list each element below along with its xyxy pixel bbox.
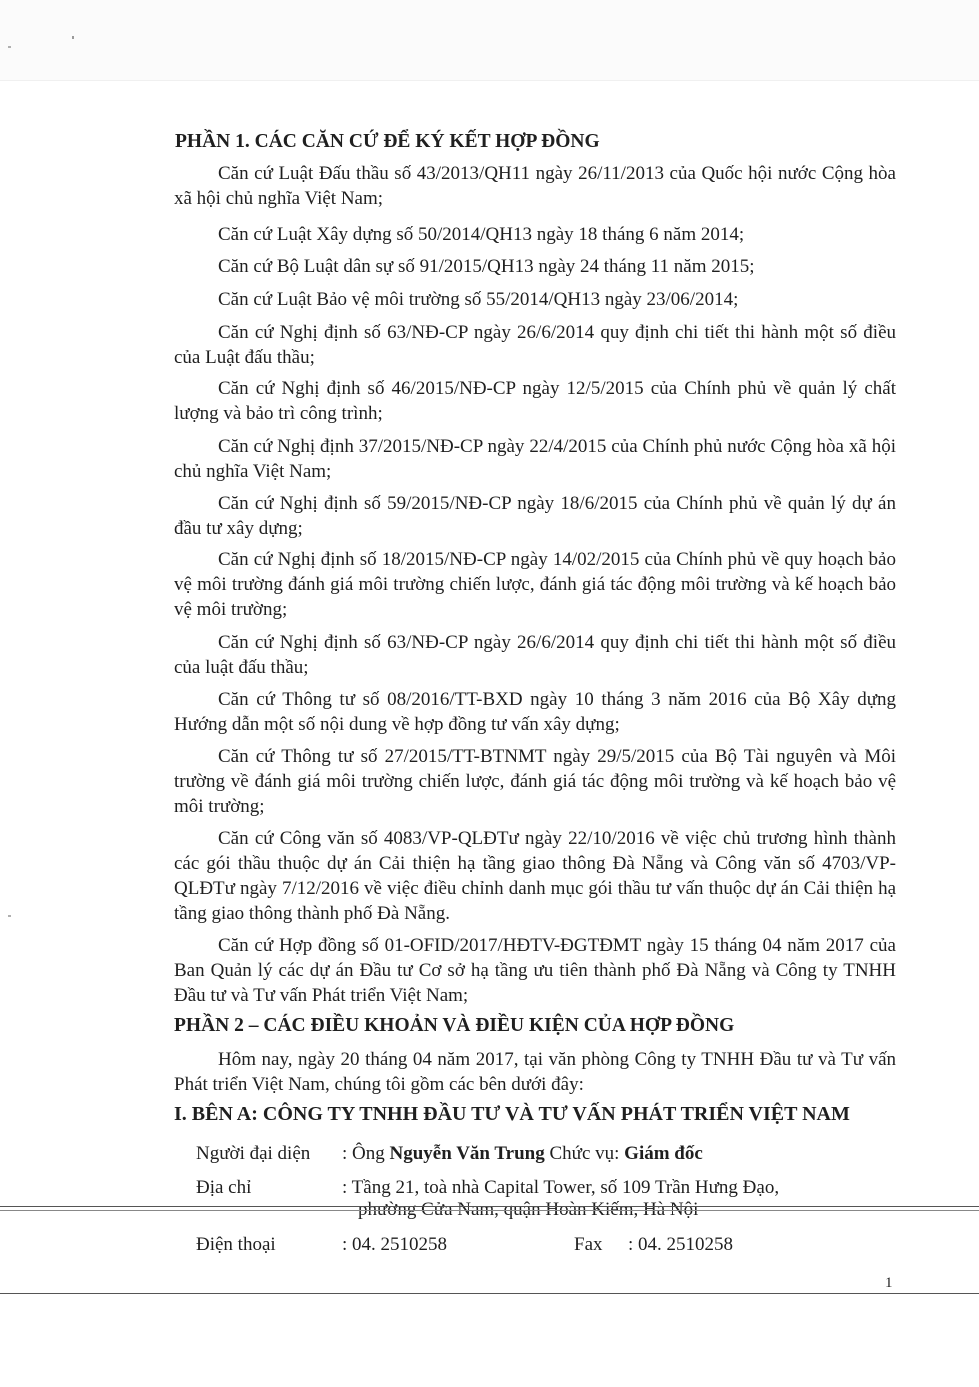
rep-role: Giám đốc [624,1143,703,1164]
clause-paragraph: Căn cứ Nghị định số 46/2015/NĐ-CP ngày 12/5/2015 của Chính phủ về quản lý chất lượng và bảo trì công trình; [174,378,896,424]
clause-paragraph: Căn cứ Thông tư số 08/2016/TT-BXD ngày 10 tháng 3 năm 2016 của Bộ Xây dựng Hướng dẫn một số nội dung về hợp đồng tư vấn xây dựng; [174,689,896,735]
scan-rule [0,1210,979,1211]
clause-paragraph: Căn cứ Nghị định số 59/2015/NĐ-CP ngày 18/6/2015 của Chính phủ về quản lý dự án đầu tư xây dựng; [174,493,896,539]
clause-paragraph: Căn cứ Bộ Luật dân sự số 91/2015/QH13 ngày 24 tháng 11 năm 2015; [218,256,755,277]
clause-paragraph: Căn cứ Hợp đồng số 01-OFID/2017/HĐTV-ĐGTĐMT ngày 15 tháng 04 năm 2017 của Ban Quản lý các dự án Đầu tư Cơ sở hạ tầng ưu tiên thành phố Đà Nẵng và Công ty TNHH Đầu tư và Tư vấn Phát triển Việt Nam; [174,935,896,1006]
clause-paragraph: Căn cứ Thông tư số 27/2015/TT-BTNMT ngày 29/5/2015 của Bộ Tài nguyên và Môi trường về đánh giá môi trường chiến lược, đánh giá tác động môi trường và kế hoạch bảo vệ môi trường; [174,746,896,817]
rep-name: Nguyễn Văn Trung [389,1143,545,1164]
part1-title: PHẦN 1. CÁC CĂN CỨ ĐỂ KÝ KẾT HỢP ĐỒNG [175,131,600,152]
footer-rule [0,1293,979,1294]
clause-paragraph: Căn cứ Nghị định số 63/NĐ-CP ngày 26/6/2014 quy định chi tiết thi hành một số điều của Luật đấu thầu; [174,322,896,368]
phone-value: : 04. 2510258 [342,1234,448,1255]
fax-value: : 04. 2510258 [628,1234,734,1255]
clause-paragraph: Căn cứ Nghị định số 18/2015/NĐ-CP ngày 14/02/2015 của Chính phủ về quy hoạch bảo vệ môi trường đánh giá môi trường chiến lược, đánh giá tác động môi trường và kế hoạch bảo vệ môi trường; [174,549,896,620]
representative-value [342,1141,703,1166]
rep-role-label: Chức vụ: [544,1143,625,1164]
clause-paragraph: Căn cứ Luật Bảo vệ môi trường số 55/2014/QH13 ngày 23/06/2014; [218,289,739,310]
phone-label: Điện thoại [196,1234,276,1255]
page-number: 1 [885,1275,893,1291]
scan-rule [0,1206,979,1207]
rep-prefix: : Ông [342,1143,390,1164]
clause-paragraph: Căn cứ Nghị định 37/2015/NĐ-CP ngày 22/4/2015 của Chính phủ nước Cộng hòa xã hội chủ nghĩa Việt Nam; [174,436,896,482]
address-line-1: : Tầng 21, toà nhà Capital Tower, số 109 Trần Hưng Đạo, [342,1177,780,1198]
clause-paragraph: Căn cứ Luật Xây dựng số 50/2014/QH13 ngày 18 tháng 6 năm 2014; [218,224,745,245]
clause-paragraph: Căn cứ Công văn số 4083/VP-QLĐTư ngày 22/10/2016 về việc chủ trương hình thành các gói thầu thuộc dự án Cải thiện hạ tầng giao thông Đà Nẵng và Công văn số 4703/VP-QLĐTư ngày 7/12/2016 về việc điều chỉnh danh mục gói thầu tư vấn thuộc dự án Cải thiện hạ tầng giao thông thành phố Đà Nẵng. [174,828,896,924]
fax-label: Fax [574,1234,603,1255]
intro-paragraph: Hôm nay, ngày 20 tháng 04 năm 2017, tại văn phòng Công ty TNHH Đầu tư và Tư vấn Phát triển Việt Nam, chúng tôi gồm các bên dưới đây: [174,1049,896,1095]
address-label: Địa chỉ [196,1177,252,1198]
part2-title: PHẦN 2 – CÁC ĐIỀU KHOẢN VÀ ĐIỀU KIỆN CỦA HỢP ĐỒNG [174,1015,735,1036]
clause-paragraph: Căn cứ Nghị định số 63/NĐ-CP ngày 26/6/2014 quy định chi tiết thi hành một số điều của luật đấu thầu; [174,632,896,678]
representative-label: Người đại diện [196,1143,311,1164]
clause-paragraph: Căn cứ Luật Đấu thầu số 43/2013/QH11 ngày 26/11/2013 của Quốc hội nước Cộng hòa xã hội chủ nghĩa Việt Nam; [174,163,896,209]
party-a-heading: I. BÊN A: CÔNG TY TNHH ĐẦU TƯ VÀ TƯ VẤN PHÁT TRIỂN VIỆT NAM [174,1103,850,1125]
